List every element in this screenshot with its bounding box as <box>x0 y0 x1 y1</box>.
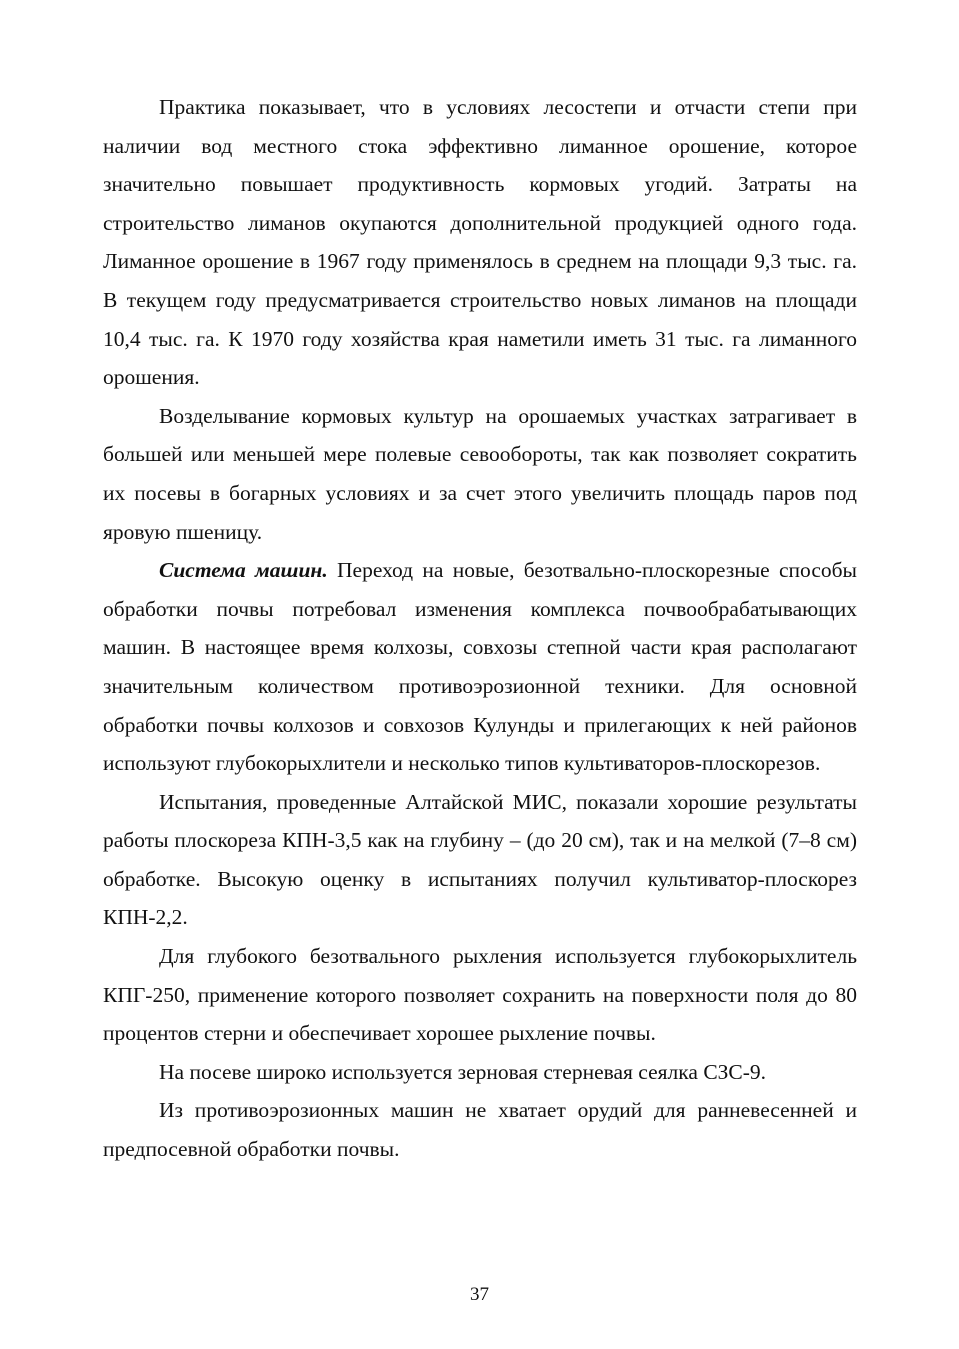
paragraph-machine-system-text: Переход на новые, безотвально-плоскорезные способы обработки почвы потребовал изменения комплекса почвообрабатывающих машин. В настоящее время колхозы, совхозы степной части края располагают значительным количеством противоэрозионной техники. Для основной обработки почвы колхозов и совхозов Кулунды и прилегающих к ней районов используют глубокорыхлители и несколько типов культиваторов-плоскорезов. <box>103 558 857 776</box>
body-text <box>103 88 857 1169</box>
section-heading-machine-system: Система машин. <box>159 558 328 583</box>
paragraph-machine-system <box>103 551 857 783</box>
paragraph-shortage: Из противоэрозионных машин не хватает орудий для ранневесенней и предпосевной обработки почвы. <box>103 1098 857 1162</box>
page-number: 37 <box>470 1284 489 1305</box>
paragraph-tests: Испытания, проведенные Алтайской МИС, показали хорошие результаты работы плоскореза КПН-3,5 как на глубину – (до 20 см), так и на мелкой (7–8 см) обработке. Высокую оценку в испытаниях получил культиватор-плоскорез КПН-2,2. <box>103 789 857 930</box>
paragraph-fodder-crops: Возделывание кормовых культур на орошаемых участках затрагивает в большей или меньшей мере полевые севообороты, так как позволяет сократить их посевы в богарных условиях и за счет этого увеличить площадь паров под яровую пшеницу. <box>103 403 857 544</box>
paragraph-deep-loosening: Для глубокого безотвального рыхления используется глубокорыхлитель КПГ-250, применение которого позволяет сохранить на поверхности поля до 80 процентов стерни и обеспечивает хорошее рыхление почвы. <box>103 944 857 1046</box>
paragraph-seeder: На посеве широко используется зерновая стерневая сеялка СЗС-9. <box>159 1059 767 1084</box>
paragraph-liman-irrigation: Практика показывает, что в условиях лесостепи и отчасти степи при наличии вод местного стока эффективно лиманное орошение, которое значительно повышает продуктивность кормовых угодий. Затраты на строительство лиманов окупаются дополнительной продукцией одного года. Лиманное орошение в 1967 году применялось в среднем на площади 9,3 тыс. га. В текущем году предусматривается строительство новых лиманов на площади 10,4 тыс. га. К 1970 году хозяйства края наметили иметь 31 тыс. га лиманного орошения. <box>103 95 857 390</box>
